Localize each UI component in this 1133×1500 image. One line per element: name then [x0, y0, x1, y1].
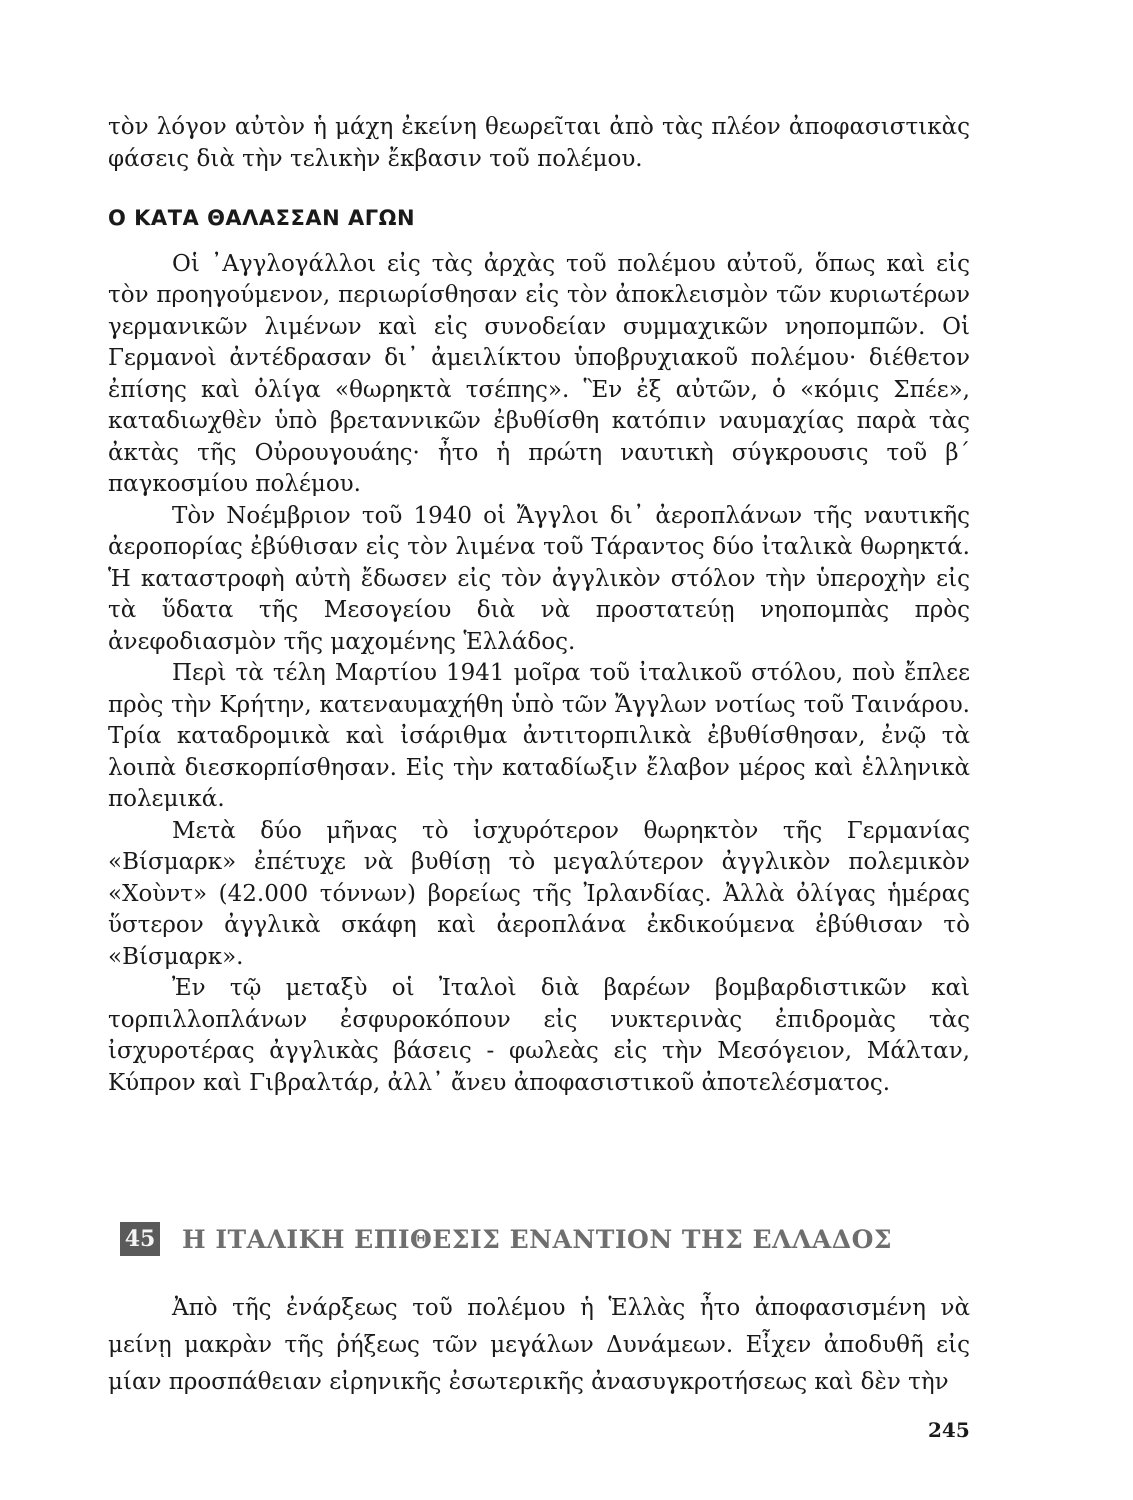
- paragraph: Οἱ ᾿Αγγλογάλλοι εἰς τὰς ἀρχὰς τοῦ πολέμου αὐτοῦ, ὅπως καὶ εἰς τὸν προηγούμενον, περιωρίσθησαν εἰς τὸν ἀποκλεισμὸν τῶν κυριωτέρων γερμανικῶν λιμένων καὶ εἰς συνοδείαν συμμαχικῶν νηοπομπῶν. Οἱ Γερμανοὶ ἀντέδρασαν δι᾿ ἀμειλίκτου ὑποβρυχιακοῦ πολέμου· διέθετον ἐπίσης καὶ ὀλίγα «θωρηκτὰ τσέπης». Ἓν ἐξ αὐτῶν, ὁ «κόμις Σπέε», καταδιωχθὲν ὑπὸ βρεταννικῶν ἐβυθίσθη κατόπιν ναυμαχίας παρὰ τὰς ἀκτὰς τῆς Οὐρουγουάης· ἦτο ἡ πρώτη ναυτικὴ σύγκρουσις τοῦ β΄ παγκοσμίου πολέμου.: [108, 250, 970, 497]
- page-number: 245: [928, 1418, 970, 1442]
- section-text: [108, 1290, 970, 1401]
- section-title: Η ΙΤΑΛΙΚΗ ΕΠΙΘΕΣΙΣ ΕΝΑΝΤΙΟΝ ΤΗΣ ΕΛΛΑΔΟΣ: [182, 1224, 893, 1254]
- section-heading: [120, 1222, 892, 1256]
- paragraph: Μετὰ δύο μῆνας τὸ ἰσχυρότερον θωρηκτὸν τῆς Γερμανίας «Βίσμαρκ» ἐπέτυχε νὰ βυθίσῃ τὸ μεγαλύτερον ἀγγλικὸν πολεμικὸν «Χοὺντ» (42.000 τόννων) βορείως τῆς Ἰρλανδίας. Ἀλλὰ ὀλίγας ἡμέρας ὕστερον ἀγγλικὰ σκάφη καὶ ἀεροπλάνα ἐκδικούμενα ἐβύθισαν τὸ «Βίσμαρκ».: [108, 817, 970, 970]
- main-text: [108, 112, 970, 1099]
- subheading: Ο ΚΑΤΑ ΘΑΛΑΣΣΑΝ ΑΓΩΝ: [108, 206, 416, 230]
- paragraph: Τὸν Νοέμβριον τοῦ 1940 οἱ Ἄγγλοι δι᾿ ἀεροπλάνων τῆς ναυτικῆς ἀεροπορίας ἐβύθισαν εἰς τὸν λιμένα τοῦ Τάραντος δύο ἰταλικὰ θωρηκτά. Ἡ καταστροφὴ αὐτὴ ἔδωσεν εἰς τὸν ἀγγλικὸν στόλον τὴν ὑπεροχὴν εἰς τὰ ὕδατα τῆς Μεσογείου διὰ νὰ προστατεύῃ νηοπομπὰς πρὸς ἀνεφοδιασμὸν τῆς μαχομένης Ἑλλάδος.: [108, 502, 970, 655]
- paragraph: Ἐν τῷ μεταξὺ οἱ Ἰταλοὶ διὰ βαρέων βομβαρδιστικῶν καὶ τορπιλλοπλάνων ἐσφυροκόπουν εἰς νυκτερινὰς ἐπιδρομὰς τὰς ἰσχυροτέρας ἀγγλικὰς βάσεις - φωλεὰς εἰς τὴν Μεσόγειον, Μάλταν, Κύπρον καὶ Γιβραλτάρ, ἀλλ᾿ ἄνευ ἀποφασιστικοῦ ἀποτελέσματος.: [108, 975, 970, 1096]
- paragraph: Περὶ τὰ τέλη Μαρτίου 1941 μοῖρα τοῦ ἰταλικοῦ στόλου, ποὺ ἔπλεε πρὸς τὴν Κρήτην, κατεναυμαχήθη ὑπὸ τῶν Ἄγγλων νοτίως τοῦ Ταινάρου. Τρία καταδρομικὰ καὶ ἰσάριθμα ἀντιτορπιλικὰ ἐβυθίσθησαν, ἐνῷ τὰ λοιπὰ διεσκορπίσθησαν. Εἰς τὴν καταδίωξιν ἔλαβον μέρος καὶ ἑλληνικὰ πολεμικά.: [108, 660, 970, 812]
- paragraph: Ἀπὸ τῆς ἐνάρξεως τοῦ πολέμου ἡ Ἑλλὰς ἦτο ἀποφασισμένη νὰ μείνῃ μακρὰν τῆς ῥήξεως τῶν μεγάλων Δυνάμεων. Εἶχεν ἀποδυθῆ εἰς μίαν προσπάθειαν εἰρηνικῆς ἐσωτερικῆς ἀνασυγκροτήσεως καὶ δὲν τὴν: [108, 1295, 970, 1395]
- section-number-badge: 45: [120, 1222, 160, 1256]
- intro-paragraph: τὸν λόγον αὐτὸν ἡ μάχη ἐκείνη θεωρεῖται ἀπὸ τὰς πλέον ἀποφασιστικὰς φάσεις διὰ τὴν τελικὴν ἔκβασιν τοῦ πολέμου.: [108, 114, 970, 172]
